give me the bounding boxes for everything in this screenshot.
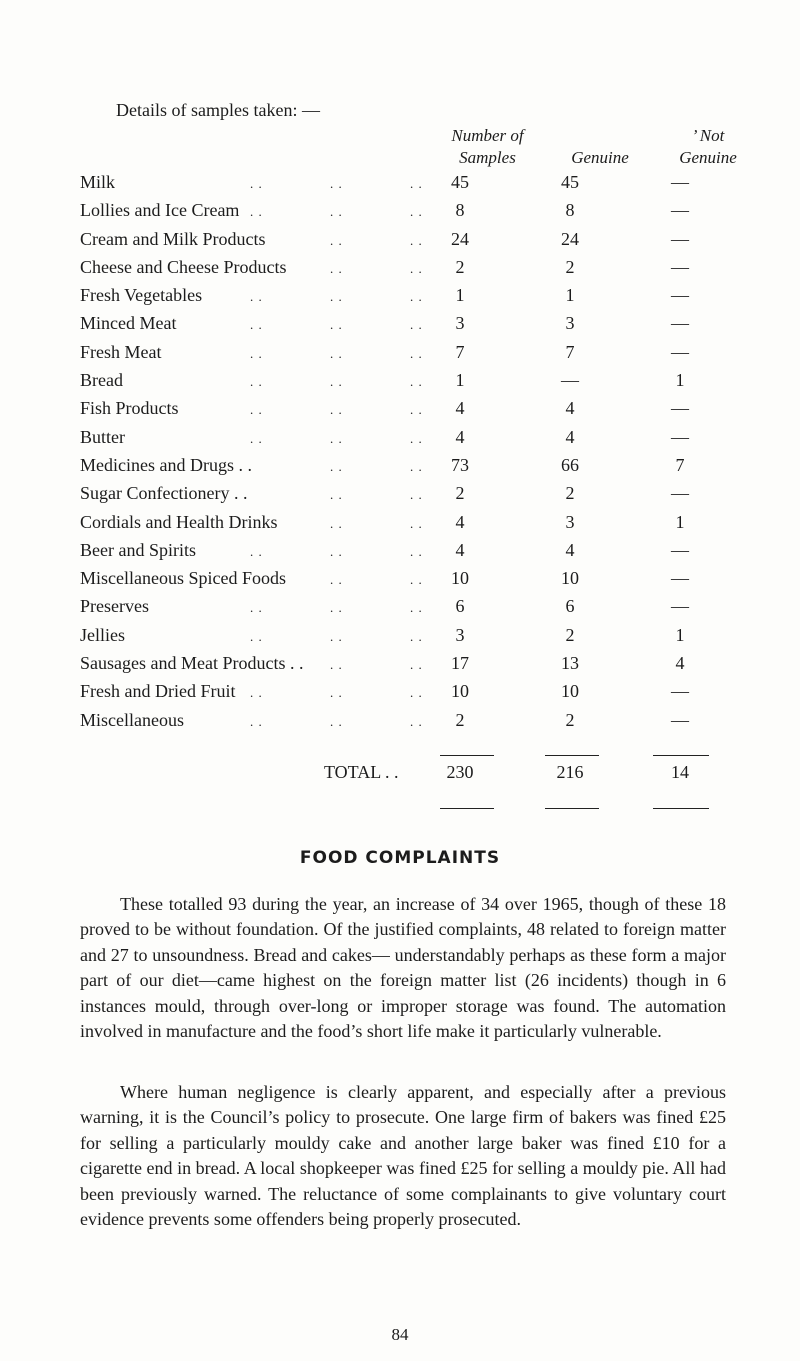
cell-not-genuine: — <box>671 398 689 419</box>
cell-genuine: 2 <box>565 624 575 645</box>
cell-not-genuine: 4 <box>675 653 685 674</box>
cell-genuine: 3 <box>565 313 575 334</box>
cell-samples: 8 <box>455 200 465 221</box>
leader-dots: . . <box>330 572 343 588</box>
total-row <box>80 762 720 792</box>
table-row <box>80 368 720 396</box>
cell-samples: 2 <box>455 709 465 730</box>
cell-genuine: 10 <box>561 681 579 702</box>
cell-samples: 2 <box>455 256 465 277</box>
table-row <box>80 566 720 594</box>
cell-genuine: 2 <box>565 709 575 730</box>
row-label: Miscellaneous Spiced Foods <box>80 568 286 589</box>
leader-dots: . . <box>330 374 343 390</box>
cell-genuine: 2 <box>565 483 575 504</box>
row-label: Jellies <box>80 624 125 645</box>
table-row <box>80 481 720 509</box>
cell-genuine: — <box>561 370 579 391</box>
row-label: Cheese and Cheese Products <box>80 256 287 277</box>
header-not-line2: Genuine <box>679 148 737 167</box>
cell-not-genuine: — <box>671 596 689 617</box>
leader-dots: . . <box>410 430 423 446</box>
cell-genuine: 7 <box>565 341 575 362</box>
header-genuine: Genuine <box>571 148 629 167</box>
leader-dots: . . <box>250 176 263 191</box>
leader-dots: . . <box>330 289 343 305</box>
table-row <box>80 651 720 679</box>
cell-not-genuine: — <box>671 313 689 334</box>
leader-dots: . . <box>410 543 423 559</box>
cell-not-genuine: — <box>671 483 689 504</box>
leader-dots: . . <box>250 543 263 559</box>
cell-samples: 73 <box>451 454 469 475</box>
leader-dots: . . <box>250 374 263 390</box>
table-row <box>80 396 720 424</box>
leader-dots: . . <box>330 713 343 729</box>
table-row <box>80 283 720 311</box>
leader-dots: . . <box>410 487 423 503</box>
section-title: FOOD COMPLAINTS <box>299 848 501 868</box>
cell-not-genuine: 1 <box>675 624 685 645</box>
cell-genuine: 10 <box>561 568 579 589</box>
cell-genuine: 13 <box>561 653 579 674</box>
cell-not-genuine: — <box>671 256 689 277</box>
row-label: Cream and Milk Products <box>80 228 266 249</box>
cell-samples: 1 <box>455 285 465 306</box>
leader-dots: . . <box>250 317 263 333</box>
leader-dots: . . <box>330 487 343 503</box>
leader-dots: . . <box>410 657 423 673</box>
total-genuine: 216 <box>556 762 584 782</box>
leader-dots: . . <box>330 515 343 531</box>
header-not-genuine <box>648 125 768 169</box>
bottom-rule-not-genuine <box>653 808 709 809</box>
row-label: Sugar Confectionery . . <box>80 483 248 504</box>
cell-genuine: 8 <box>565 200 575 221</box>
row-label: Fresh Vegetables <box>80 285 203 306</box>
paragraph-1: These totalled 93 during the year, an increase of 34 over 1965, though of these 18 proved to be without foundation. Of the justified complaints, 48 related to foreign matter and 27 to unsoundness. Bread and cakes— understandably perhaps as these form a major part of our diet—came highest on the foreign matter list (26 incidents) though in 6 instances mould, through over-long or improper storage was found. The automation involved in manufacture and the food’s short life make it particularly vulnerable. <box>80 894 726 1042</box>
leader-dots: . . <box>330 600 343 616</box>
cell-samples: 4 <box>455 426 465 447</box>
leader-dots: . . <box>410 289 423 305</box>
row-label: Fresh Meat <box>80 341 162 362</box>
leader-dots: . . <box>250 600 263 616</box>
header-number-line2: Samples <box>459 148 516 167</box>
cell-samples: 17 <box>451 653 469 674</box>
leader-dots: . . <box>330 204 343 220</box>
leader-dots: . . <box>410 572 423 588</box>
leader-dots: . . <box>250 685 263 701</box>
leader-dots: . . <box>410 260 423 276</box>
header-number-line1: Number of <box>451 126 524 145</box>
cell-genuine: 45 <box>561 172 579 192</box>
leader-dots: . . <box>250 628 263 644</box>
table-row <box>80 679 720 707</box>
cell-not-genuine: — <box>671 709 689 730</box>
cell-genuine: 4 <box>565 398 575 419</box>
leader-dots: . . <box>410 685 423 701</box>
row-label: Sausages and Meat Products . . <box>80 653 304 674</box>
leader-dots: . . <box>410 600 423 616</box>
header-number-of-samples <box>420 125 555 169</box>
cell-genuine: 4 <box>565 539 575 560</box>
table-row <box>80 255 720 283</box>
leader-dots: . . <box>330 345 343 361</box>
cell-samples: 6 <box>455 596 465 617</box>
cell-genuine: 2 <box>565 256 575 277</box>
row-label: Beer and Spirits <box>80 539 196 560</box>
cell-samples: 45 <box>451 172 469 192</box>
total-rule-not-genuine <box>653 755 709 756</box>
leader-dots: . . <box>250 713 263 729</box>
leader-dots: . . <box>410 317 423 333</box>
leader-dots: . . <box>410 713 423 729</box>
leader-dots: . . <box>330 657 343 673</box>
leader-dots: . . <box>330 232 343 248</box>
cell-genuine: 1 <box>565 285 575 306</box>
cell-not-genuine: — <box>671 681 689 702</box>
cell-samples: 3 <box>455 313 465 334</box>
row-label: Fresh and Dried Fruit <box>80 681 236 702</box>
cell-not-genuine: — <box>671 341 689 362</box>
total-rule-samples <box>440 755 494 756</box>
row-label: Bread <box>80 370 123 391</box>
row-label: Minced Meat <box>80 313 177 334</box>
leader-dots: . . <box>410 204 423 220</box>
row-label: Butter <box>80 426 125 447</box>
leader-dots: . . <box>330 458 343 474</box>
leader-dots: . . <box>410 515 423 531</box>
table-row <box>80 708 720 736</box>
total-label: TOTAL . . <box>324 762 399 782</box>
row-label: Fish Products <box>80 398 179 419</box>
cell-not-genuine: — <box>671 539 689 560</box>
leader-dots: . . <box>410 176 423 191</box>
leader-dots: . . <box>330 430 343 446</box>
row-label: Miscellaneous <box>80 709 184 730</box>
header-not-line1: ’ Not <box>691 126 725 145</box>
row-label: Cordials and Health Drinks <box>80 511 278 532</box>
row-label: Preserves <box>80 596 149 617</box>
leader-dots: . . <box>410 232 423 248</box>
leader-dots: . . <box>410 345 423 361</box>
total-rule-genuine <box>545 755 599 756</box>
leader-dots: . . <box>250 289 263 305</box>
cell-not-genuine: 1 <box>675 511 685 532</box>
cell-samples: 3 <box>455 624 465 645</box>
leader-dots: . . <box>330 260 343 276</box>
cell-not-genuine: — <box>671 568 689 589</box>
leader-dots: . . <box>410 402 423 418</box>
leader-dots: . . <box>330 628 343 644</box>
table-row <box>80 170 720 198</box>
table-row <box>80 311 720 339</box>
leader-dots: . . <box>250 430 263 446</box>
leader-dots: . . <box>330 176 343 191</box>
leader-dots: . . <box>330 402 343 418</box>
cell-genuine: 4 <box>565 426 575 447</box>
cell-samples: 2 <box>455 483 465 504</box>
leader-dots: . . <box>410 628 423 644</box>
cell-not-genuine: 1 <box>675 370 685 391</box>
cell-samples: 1 <box>455 370 465 391</box>
total-samples: 230 <box>446 762 474 782</box>
total-not-genuine: 14 <box>671 762 689 782</box>
cell-samples: 24 <box>451 228 469 249</box>
cell-not-genuine: — <box>671 200 689 221</box>
cell-genuine: 3 <box>565 511 575 532</box>
cell-genuine: 66 <box>561 454 579 475</box>
cell-samples: 7 <box>455 341 465 362</box>
cell-samples: 4 <box>455 398 465 419</box>
row-label: Milk <box>80 172 116 192</box>
table-intro: Details of samples taken: — <box>116 100 320 120</box>
cell-samples: 4 <box>455 539 465 560</box>
cell-samples: 4 <box>455 511 465 532</box>
table-row <box>80 198 720 226</box>
table-row <box>80 510 720 538</box>
cell-not-genuine: — <box>671 228 689 249</box>
cell-not-genuine: — <box>671 172 689 192</box>
table-row <box>80 453 720 481</box>
leader-dots: . . <box>330 685 343 701</box>
bottom-rule-samples <box>440 808 494 809</box>
leader-dots: . . <box>250 204 263 220</box>
samples-table <box>80 170 720 736</box>
cell-not-genuine: 7 <box>675 454 685 475</box>
table-row <box>80 340 720 368</box>
cell-not-genuine: — <box>671 426 689 447</box>
leader-dots: . . <box>250 345 263 361</box>
cell-genuine: 24 <box>561 228 579 249</box>
table-row <box>80 594 720 622</box>
leader-dots: . . <box>250 402 263 418</box>
table-row <box>80 227 720 255</box>
cell-not-genuine: — <box>671 285 689 306</box>
leader-dots: . . <box>330 317 343 333</box>
cell-genuine: 6 <box>565 596 575 617</box>
row-label: Lollies and Ice Cream <box>80 200 240 221</box>
table-row <box>80 623 720 651</box>
page-number: 84 <box>391 1325 409 1344</box>
table-row <box>80 538 720 566</box>
table-row <box>80 425 720 453</box>
cell-samples: 10 <box>451 681 469 702</box>
paragraph-2: Where human negligence is clearly apparent, and especially after a previous warning, it is the Council’s policy to prosecute. One large firm of bakers was fined £25 for selling a particularly mouldy cake and another large baker was fined £10 for a cigarette end in bread. A local shopkeeper was fined £25 for selling a mouldy pie. All had been previously warned. The reluctance of some complainants to give voluntary court evidence prevents some offenders being properly prosecuted. <box>80 1082 726 1230</box>
leader-dots: . . <box>330 543 343 559</box>
bottom-rule-genuine <box>545 808 599 809</box>
leader-dots: . . <box>410 374 423 390</box>
row-label: Medicines and Drugs . . <box>80 454 252 475</box>
cell-samples: 10 <box>451 568 469 589</box>
leader-dots: . . <box>410 458 423 474</box>
